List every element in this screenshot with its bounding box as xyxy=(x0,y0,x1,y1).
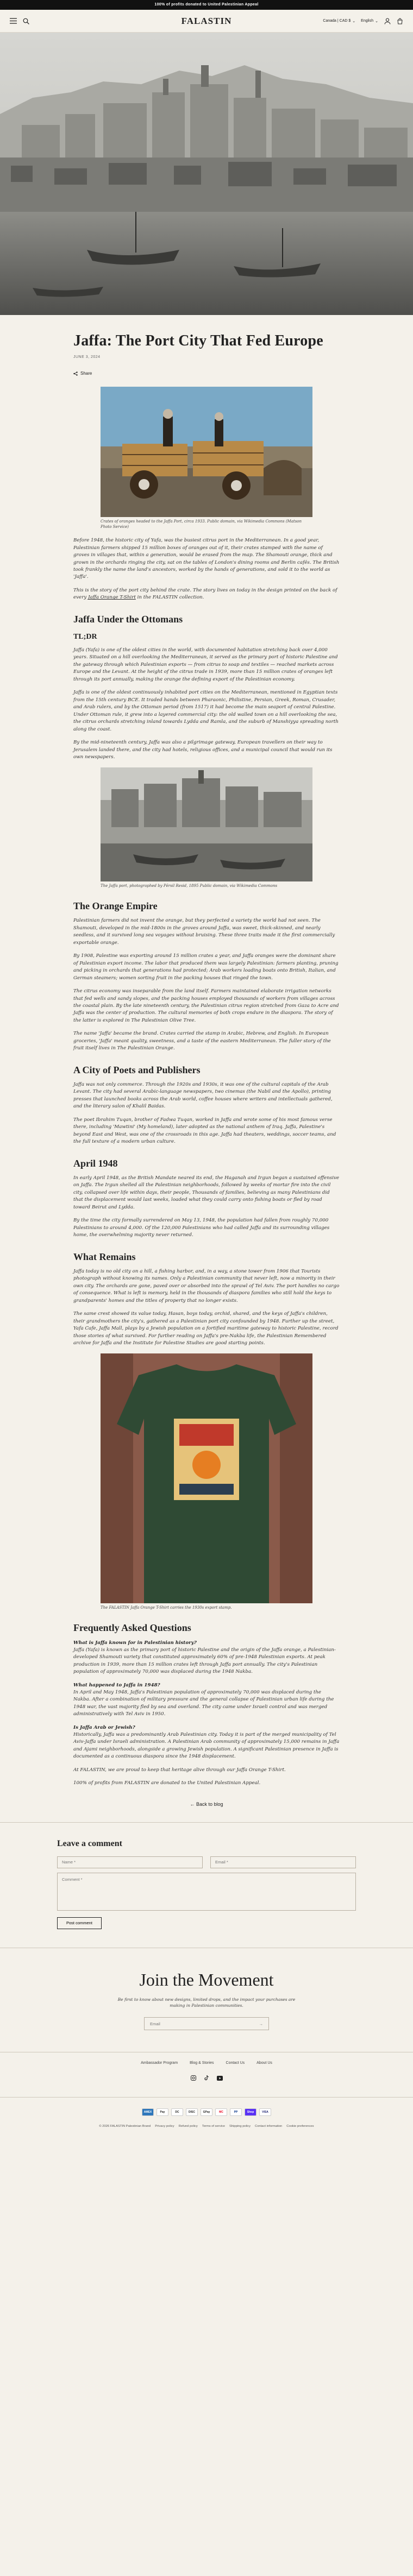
diners-icon: DC xyxy=(171,2108,183,2116)
email-field[interactable] xyxy=(210,1856,356,1868)
faq-question: Is Jaffa Arab or Jewish? xyxy=(73,1724,135,1730)
currency-selector[interactable] xyxy=(323,19,355,23)
search-icon[interactable] xyxy=(22,17,29,24)
article-date: JUNE 3, 2024 xyxy=(73,355,101,360)
orange-crates-photo xyxy=(101,387,312,517)
section-paragraph: By the time the city formally surrendered on May 13, 1948, the population had fallen from roughly 70,000 Palestinians to around 4,000. Of the 120,000 Palestinians who had called Jaffa and its surrounding villages home, the overwhelming majority never returned. xyxy=(73,1218,330,1238)
footer-nav xyxy=(0,2052,413,2073)
section-paragraph: Jaffa is one of the oldest continuously inhabited port cities on the Mediterranean, mentioned in Egyptian texts from the 15th century BCE. It traded hands between Pharaonic, Philistine, Persian, Greek, Roman, Crusader, and Arab rulers, and by the Ottoman period (from 1517) it had become the main seaport of central Palestine. Under Ottoman rule, it grew into a layered commercial city: the old walled town on a hill overlooking the sea, the citrus orchards stretching inland towards Lydda and Ramla, and the suburb of Manshiyya spreading north along the coast. xyxy=(73,690,339,732)
jaffa-tshirt-link[interactable]: Jaffa Orange T-Shirt xyxy=(88,595,136,601)
account-icon[interactable] xyxy=(384,17,391,24)
section-paragraph: Jaffa today is no old city on a hill, a fishing harbor, and, in a way, a stone tower from 1906 that Tourists photograph without knowing its names. Only a Palestinian community that never left, now a minority in their own city. The orchards are gone, paved over or absorbed into the sprawl of Tel Aviv. The port handles no cargo of consequence. What is left is memory, held in the thousands of diaspora families who still hold the keys to grandparents' homes and the titles of property that no longer exists. xyxy=(73,1268,340,1303)
footer-link-ambassador[interactable]: Ambassador Program xyxy=(141,2061,178,2065)
share-button[interactable] xyxy=(73,371,340,376)
cart-icon[interactable] xyxy=(396,17,403,24)
tiktok-icon[interactable] xyxy=(204,2073,209,2083)
footer-link-contact[interactable]: Contact Us xyxy=(226,2061,245,2065)
section-heading: What Remains xyxy=(73,1251,136,1262)
currency-label: Canada | CAD $ xyxy=(323,19,351,23)
paypal-icon: PP xyxy=(230,2108,242,2116)
google-pay-icon: GPay xyxy=(201,2108,212,2116)
footer xyxy=(0,2098,413,2143)
amex-icon: AMEX xyxy=(142,2108,154,2116)
faq-question: What happened to Jaffa in 1948? xyxy=(73,1682,160,1688)
post-comment-button[interactable]: Post comment xyxy=(57,1917,102,1929)
intro-paragraph: This is the story of the port city behind the crate. The story lives on today in the design printed on the back of every Jaffa Orange T-Shirt in the FALASTIN collection. xyxy=(73,587,337,601)
newsletter-email-placeholder: Email xyxy=(150,2021,160,2026)
youtube-icon[interactable] xyxy=(217,2073,223,2083)
apple-pay-icon: Pay xyxy=(157,2108,168,2116)
comment-field[interactable] xyxy=(57,1873,356,1911)
refund-policy-link[interactable]: Refund policy xyxy=(178,2125,198,2128)
back-to-blog-link[interactable]: ← Back to blog xyxy=(190,1801,223,1807)
footer-link-about[interactable]: About Us xyxy=(256,2061,272,2065)
site-header xyxy=(0,10,413,33)
copyright: © 2026 FALASTIN Palestinian Brand xyxy=(99,2125,151,2128)
closing-paragraph: 100% of profits from FALASTIN are donated to the United Palestinian Appeal. xyxy=(73,1780,261,1786)
section-paragraph: Jaffa (Yafa) is one of the oldest cities in the world, with documented habitation stretching back over 4,000 years. Situated on a hill overlooking the Mediterranean, it served as the primary port of historic Palestine and the gateway through which Palestinian exports — from citrus to soap and textiles — reached markets across Europe and the Levant. At the height of the citrus trade in 1939, more than 15 million crates of oranges left through its port annually, making the orange the defining export of the Palestinian economy. xyxy=(73,647,338,682)
closing-paragraph: At FALASTIN, we are proud to keep that heritage alive through our Jaffa Orange T-Shirt. xyxy=(73,1767,286,1773)
intro-paragraph: Before 1948, the historic city of Yafa, was the busiest citrus port in the Mediterranean. In a good year, Palestinian farmers shipped 15 million boxes of oranges out of it, their crates stamped with the name of groves in villages that, within a generation, would be erased from the map. The Shamouti orange, thick and grown in the orchards ringing the city, sat on the tables of London's dining rooms and Berlin cafés. The British took frankly the name the land's ancestors, worked by the hands of generations, and sold it to the world as 'Jaffa'. xyxy=(73,538,340,580)
section-paragraph: Palestinian farmers did not invent the orange, but they perfected a variety the world had not seen. The Shamouti, developed in the mid-1800s in the groves around Jaffa, was sweet, thick-skinned, and nearly seedless, and it survived long sea voyages without bruising. These three traits made it the first commercially exportable orange. xyxy=(73,918,335,946)
figure-jaffa-port xyxy=(101,767,312,889)
figure-caption: Crates of oranges headed to the Jaffa Port, circa 1933. Public domain, via Wikimedia Commons (Matson Photo Service) xyxy=(101,519,302,529)
site-logo[interactable]: FALASTIN xyxy=(181,15,232,26)
section-paragraph: By 1908, Palestine was exporting around 15 million crates a year, and Jaffa oranges were the dominant share of Palestinian export income. The labor that produced them was largely Palestinian: farmers planting, pruning and picking in orchards that generations had protected; Arab workers loading boats onto British, Italian, and German steamers; women sorting fruit in the packing houses that ringed the town. xyxy=(73,953,339,981)
section-paragraph: The name 'Jaffa' became the brand. Crates carried the stamp in Arabic, Hebrew, and English. In European groceries, 'Jaffa' meant quality, sweetness, and a taste of the eastern Mediterranean. The fuller story of the fruit itself lives in The Palestinian Orange. xyxy=(73,1031,331,1051)
faq-answer: Jaffa (Yafa) is known as the primary port of historic Palestine and the origin of the Jaffa orange, a Palestinian-developed Shamouti variety that constituted approximately 60% of pre-1948 Palestinian exports. At peak production in 1939, more than 15 million crates left through Jaffa port annually. The city's Palestinian population of approximately 70,000 was displaced during the 1948 Nakba. xyxy=(73,1647,336,1675)
section-paragraph: By the mid-nineteenth century, Jaffa was also a pilgrimage gateway, European travellers on their way to Jerusalem landed there, and the city had hotels, religious offices, and a municipal council that would run its own newspapers. xyxy=(73,740,333,760)
section-heading: A City of Poets and Publishers xyxy=(73,1064,201,1075)
visa-icon: VISA xyxy=(259,2108,271,2116)
comment-form xyxy=(57,1823,356,1948)
chevron-down-icon: ⌄ xyxy=(375,19,378,23)
newsletter-email-input[interactable] xyxy=(144,2017,269,2030)
contact-info-link[interactable]: Contact information xyxy=(255,2125,283,2128)
faq-question: What is Jaffa known for in Palestinian history? xyxy=(73,1640,197,1646)
faq-answer: In April and May 1948, Jaffa's Palestinian population of approximately 70,000 was displaced during the Nakba. After a combination of military pressure and the general collapse of Palestinian urban life during the 1948 war, the vast majority fled by sea and overland. The city came under Israeli control and was merged administratively with Tel Aviv in 1950. xyxy=(73,1689,334,1717)
figure-tshirt xyxy=(101,1353,312,1610)
payment-methods xyxy=(10,2108,403,2116)
announcement-bar: 100% of profits donated to United Palestinian Appeal xyxy=(0,0,413,10)
section-paragraph: The same crest showed its value today, Hasan, boys today, orchid, shared, and the keys of Jaffa's children, their grandmothers the city's, gathered as a Palestinian port city confounded by 1948. Further up the street, Yafa Cafe, Jaffa Mall, plays by a Jewish population on a fortified maritime gateway to historic Palestine, record those stories of what survived. For further reading on Jaffa's pre-Nakba life, the Palestinian Remembered archive for Jaffa and the Institute for Palestine Studies are good starting points. xyxy=(73,1311,339,1346)
section-paragraph: The poet Ibrahim Tuqan, brother of Fadwa Tuqan, worked in Jaffa and wrote some of his most famous verse there, including 'Mawtini' (My homeland), later adopted as the national anthem of Iraq. Jaffa, Palestine's beyond East and West, was one of the crossroads in this age. Jaffa had theaters, weddings, soccer teams, and the full texture of a modern urban culture. xyxy=(73,1117,336,1145)
section-heading: Jaffa Under the Ottomans xyxy=(73,613,183,625)
article-title: Jaffa: The Port City That Fed Europe xyxy=(73,332,323,349)
footer-link-blog[interactable]: Blog & Stories xyxy=(190,2061,214,2065)
arrow-right-icon[interactable]: → xyxy=(259,2021,263,2026)
section-paragraph: The citrus economy was inseparable from the land itself. Farmers maintained elaborate irrigation networks that fed wells and sandy slopes, and the packing houses employed thousands of workers from villages across the coastal plain. By the late nineteenth century, the Palestinian citrus region stretched from Gaza to Acre and Jaffa was the center of production. The cultural memories of both crops endure in the diaspora. The story of the latter is explored in The Palestinian Olive Tree. xyxy=(73,988,339,1023)
figure-caption: The Jaffa port, photographed by Pērsil Resid, 1895 Public domain, via Wikimedia Commons xyxy=(101,883,278,888)
hero-image xyxy=(0,33,413,315)
chevron-down-icon: ⌄ xyxy=(352,19,356,23)
faq-heading: Frequently Asked Questions xyxy=(73,1622,191,1633)
legal-links xyxy=(10,2125,403,2128)
comment-heading: Leave a comment xyxy=(57,1838,122,1848)
language-label: English xyxy=(361,19,374,23)
figure-caption: The FALASTIN Jaffa Orange T-Shirt carries the 1930s export stamp. xyxy=(101,1605,232,1610)
figure-orange-crates xyxy=(101,387,312,530)
section-subheading: TL;DR xyxy=(73,632,97,641)
mastercard-icon: MC xyxy=(215,2108,227,2116)
discover-icon: DISC xyxy=(186,2108,198,2116)
share-icon xyxy=(73,371,78,376)
newsletter-heading: Join the Movement xyxy=(139,1969,274,1989)
newsletter xyxy=(0,1948,413,2052)
article xyxy=(73,315,340,1807)
social-links xyxy=(0,2073,413,2097)
section-paragraph: In early April 1948, as the British Mandate neared its end, the Haganah and Irgun began a sustained offensive on Jaffa. The Irgun shelled all the Palestinian neighborhoods, followed by weeks of mortar fire into the civil city, collapsed over life within days, their people, Thousands of families, believing as many Palestinians did that the displacement would last weeks, loaded what they could carry onto fishing boats or fled by road toward Beirut and Lydda. xyxy=(73,1175,340,1210)
newsletter-text: Be first to know about new designs, limited drops, and the impact your purchases are making in Palestinian communities. xyxy=(117,1996,296,2008)
terms-link[interactable]: Terms of service xyxy=(202,2125,226,2128)
shipping-policy-link[interactable]: Shipping policy xyxy=(229,2125,251,2128)
faq-answer: Historically, Jaffa was a predominantly Arab Palestinian city. Today it is part of the merged municipality of Tel Aviv-Jaffa under Israeli administration. A Palestinian Arab community of approximately 15,000 remains in Jaffa and Ajami neighborhoods, alongside a growing Jewish population. A significant Palestinian presence in Jaffa is documented as a continuous diaspora since the 1948 displacement. xyxy=(73,1731,340,1760)
section-heading: April 1948 xyxy=(73,1157,118,1169)
privacy-policy-link[interactable]: Privacy policy xyxy=(155,2125,174,2128)
cookie-preferences-link[interactable]: Cookie preferences xyxy=(286,2125,314,2128)
tshirt-photo xyxy=(101,1353,312,1603)
jaffa-port-photo xyxy=(101,767,312,881)
name-field[interactable] xyxy=(57,1856,203,1868)
section-paragraph: Jaffa was not only commerce. Through the 1920s and 1930s, it was one of the cultural capitals of the Arab Levant. The city had several Arabic-language newspapers, two cinemas (the Nabil and the Apollo), printing presses that launched books across the Arab world, coffee houses where writers and intellectuals gathered, and the literary salon of Khalil Baidas. xyxy=(73,1081,333,1110)
shop-pay-icon: Shop xyxy=(245,2108,256,2116)
menu-icon[interactable] xyxy=(10,17,17,24)
section-heading: The Orange Empire xyxy=(73,900,158,912)
language-selector[interactable] xyxy=(361,19,378,23)
instagram-icon[interactable] xyxy=(191,2073,196,2083)
share-label: Share xyxy=(80,371,92,376)
